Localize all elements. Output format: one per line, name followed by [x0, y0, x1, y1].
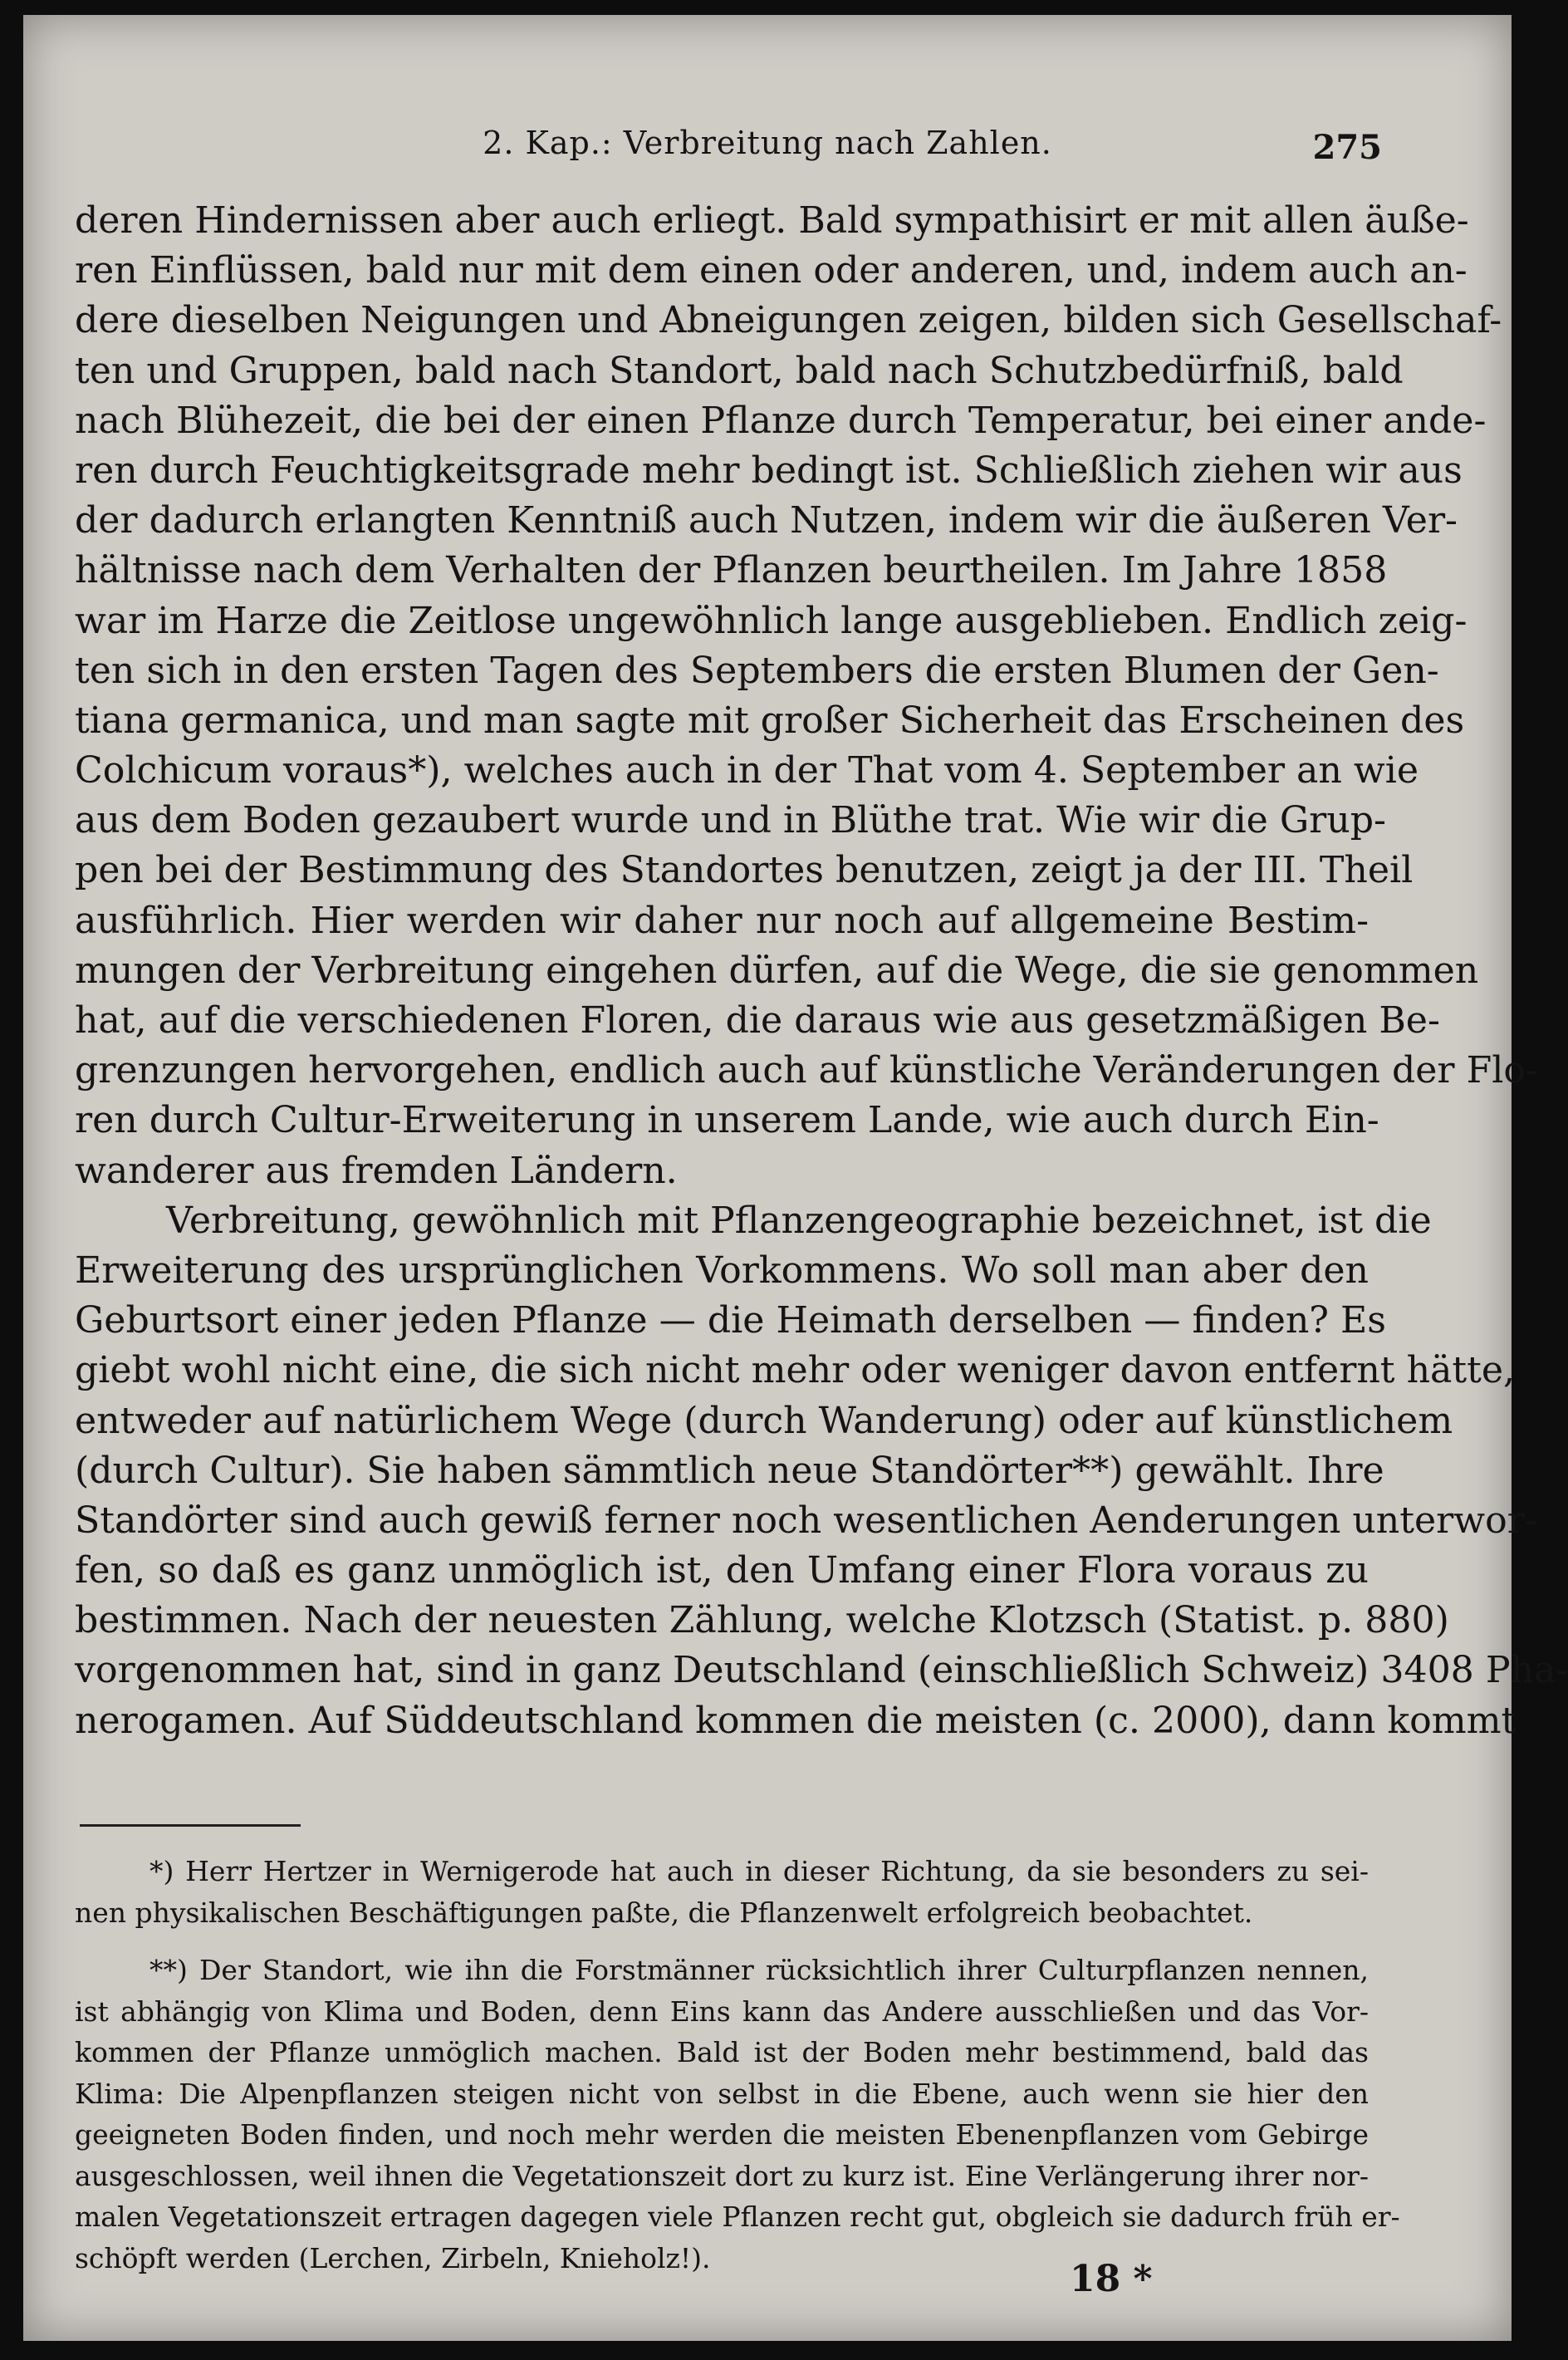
- text-line: Geburtsort einer jeden Pflanze — die Heimath derselben — finden? Es: [75, 1299, 1386, 1342]
- text-line: deren Hindernissen aber auch erliegt. Bald sympathisirt er mit allen äuße-: [75, 199, 1469, 242]
- text-line: hältnisse nach dem Verhalten der Pflanzen beurtheilen. Im Jahre 1858: [75, 549, 1388, 592]
- text-line: fen, so daß es ganz unmöglich ist, den Umfang einer Flora voraus zu: [75, 1549, 1369, 1592]
- text-line: entweder auf natürlichem Wege (durch Wanderung) oder auf künstlichem: [75, 1399, 1453, 1442]
- footnote-line: Klima: Die Alpenpflanzen steigen nicht von selbst in die Ebene, auch wenn sie hier den: [75, 2077, 1369, 2110]
- text-line: (durch Cultur). Sie haben sämmtlich neue Standörter**) gewählt. Ihre: [75, 1449, 1384, 1492]
- text-line: mungen der Verbreitung eingehen dürfen, auf die Wege, die sie genommen: [75, 949, 1479, 992]
- running-title: 2. Kap.: Verbreitung nach Zahlen.: [483, 125, 1052, 161]
- text-line: giebt wohl nicht eine, die sich nicht mehr oder weniger davon entfernt hätte,: [75, 1349, 1516, 1392]
- text-line: ten sich in den ersten Tagen des Septembers die ersten Blumen der Gen-: [75, 649, 1439, 692]
- text-line: ren durch Cultur-Erweiterung in unserem Lande, wie auch durch Ein-: [75, 1099, 1379, 1142]
- text-line: tiana germanica, und man sagte mit großer Sicherheit das Erscheinen des: [75, 699, 1465, 742]
- text-line: grenzungen hervorgehen, endlich auch auf künstliche Veränderungen der Flo-: [75, 1049, 1538, 1092]
- body-text: [75, 196, 1568, 1746]
- text-line: der dadurch erlangten Kenntniß auch Nutzen, indem wir die äußeren Ver-: [75, 499, 1458, 542]
- text-line: ten und Gruppen, bald nach Standort, bald nach Schutzbedürfniß, bald: [75, 349, 1404, 392]
- footnote-divider: [80, 1824, 301, 1827]
- footnote-line: malen Vegetationszeit ertragen dagegen viele Pflanzen recht gut, obgleich sie dadurch früh er-: [75, 2201, 1400, 2233]
- text-line: ausführlich. Hier werden wir daher nur noch auf allgemeine Bestim-: [75, 899, 1369, 942]
- text-line: Standörter sind auch gewiß ferner noch wesentlichen Aenderungen unterwor-: [75, 1499, 1537, 1542]
- text-line: bestimmen. Nach der neuesten Zählung, welche Klotzsch (Statist. p. 880): [75, 1599, 1449, 1642]
- page-number: 275: [1312, 128, 1382, 167]
- footnote-gap: [75, 1933, 1369, 1950]
- footnote-line: ausgeschlossen, weil ihnen die Vegetationszeit dort zu kurz ist. Eine Verlängerung ihrer nor-: [75, 2159, 1369, 2192]
- footnote-line: nen physikalischen Beschäftigungen paßte, die Pflanzenwelt erfolgreich beobachtet.: [75, 1896, 1253, 1929]
- footnote-line: kommen der Pflanze unmöglich machen. Bald ist der Boden mehr bestimmend, bald das: [75, 2036, 1369, 2068]
- text-line: Colchicum voraus*), welches auch in der That vom 4. September an wie: [75, 749, 1419, 792]
- footnote: [75, 1950, 1400, 2279]
- footnote-line: geeigneten Boden finden, und noch mehr werden die meisten Ebenenpflanzen vom Gebirge: [75, 2118, 1369, 2151]
- text-line: ren durch Feuchtigkeitsgrade mehr bedingt ist. Schließlich ziehen wir aus: [75, 449, 1463, 492]
- text-line: nach Blühezeit, die bei der einen Pflanze durch Temperatur, bei einer ande-: [75, 399, 1487, 442]
- text-line: ren Einflüssen, bald nur mit dem einen oder anderen, und, indem auch an-: [75, 249, 1468, 292]
- footnote: [75, 1851, 1369, 1933]
- text-line: war im Harze die Zeitlose ungewöhnlich lange ausgeblieben. Endlich zeig-: [75, 599, 1468, 642]
- text-line: vorgenommen hat, sind in ganz Deutschland (einschließlich Schweiz) 3408 Pha-: [75, 1649, 1568, 1692]
- footnote-line: ist abhängig von Klima und Boden, denn Eins kann das Andere ausschließen und das Vor-: [75, 1994, 1369, 2028]
- footnote-line: **) Der Standort, wie ihn die Forstmänner rücksichtlich ihrer Culturpflanzen nennen,: [149, 1954, 1369, 1986]
- footnote-line: *) Herr Hertzer in Wernigerode hat auch in dieser Richtung, da sie besonders zu sei-: [149, 1855, 1369, 1887]
- text-line: hat, auf die verschiedenen Floren, die daraus wie aus gesetzmäßigen Be-: [75, 999, 1440, 1042]
- text-line: nerogamen. Auf Süddeutschland kommen die meisten (c. 2000), dann kommt: [75, 1699, 1517, 1742]
- page-header: [23, 125, 1512, 174]
- footnote-line: schöpft werden (Lerchen, Zirbeln, Knieholz!).: [75, 2241, 711, 2274]
- text-line: Erweiterung des ursprünglichen Vorkommens. Wo soll man aber den: [75, 1249, 1369, 1292]
- signature-mark: 18 *: [1070, 2258, 1153, 2300]
- text-line: aus dem Boden gezaubert wurde und in Blüthe trat. Wie wir die Grup-: [75, 799, 1386, 842]
- book-page: [23, 15, 1568, 2341]
- footnotes: [75, 1851, 1400, 2279]
- text-line: Verbreitung, gewöhnlich mit Pflanzengeographie bezeichnet, ist die: [166, 1199, 1432, 1242]
- text-line: pen bei der Bestimmung des Standortes benutzen, zeigt ja der III. Theil: [75, 849, 1414, 892]
- text-line: wanderer aus fremden Ländern.: [75, 1149, 678, 1192]
- text-line: dere dieselben Neigungen und Abneigungen zeigen, bilden sich Gesellschaf-: [75, 299, 1502, 342]
